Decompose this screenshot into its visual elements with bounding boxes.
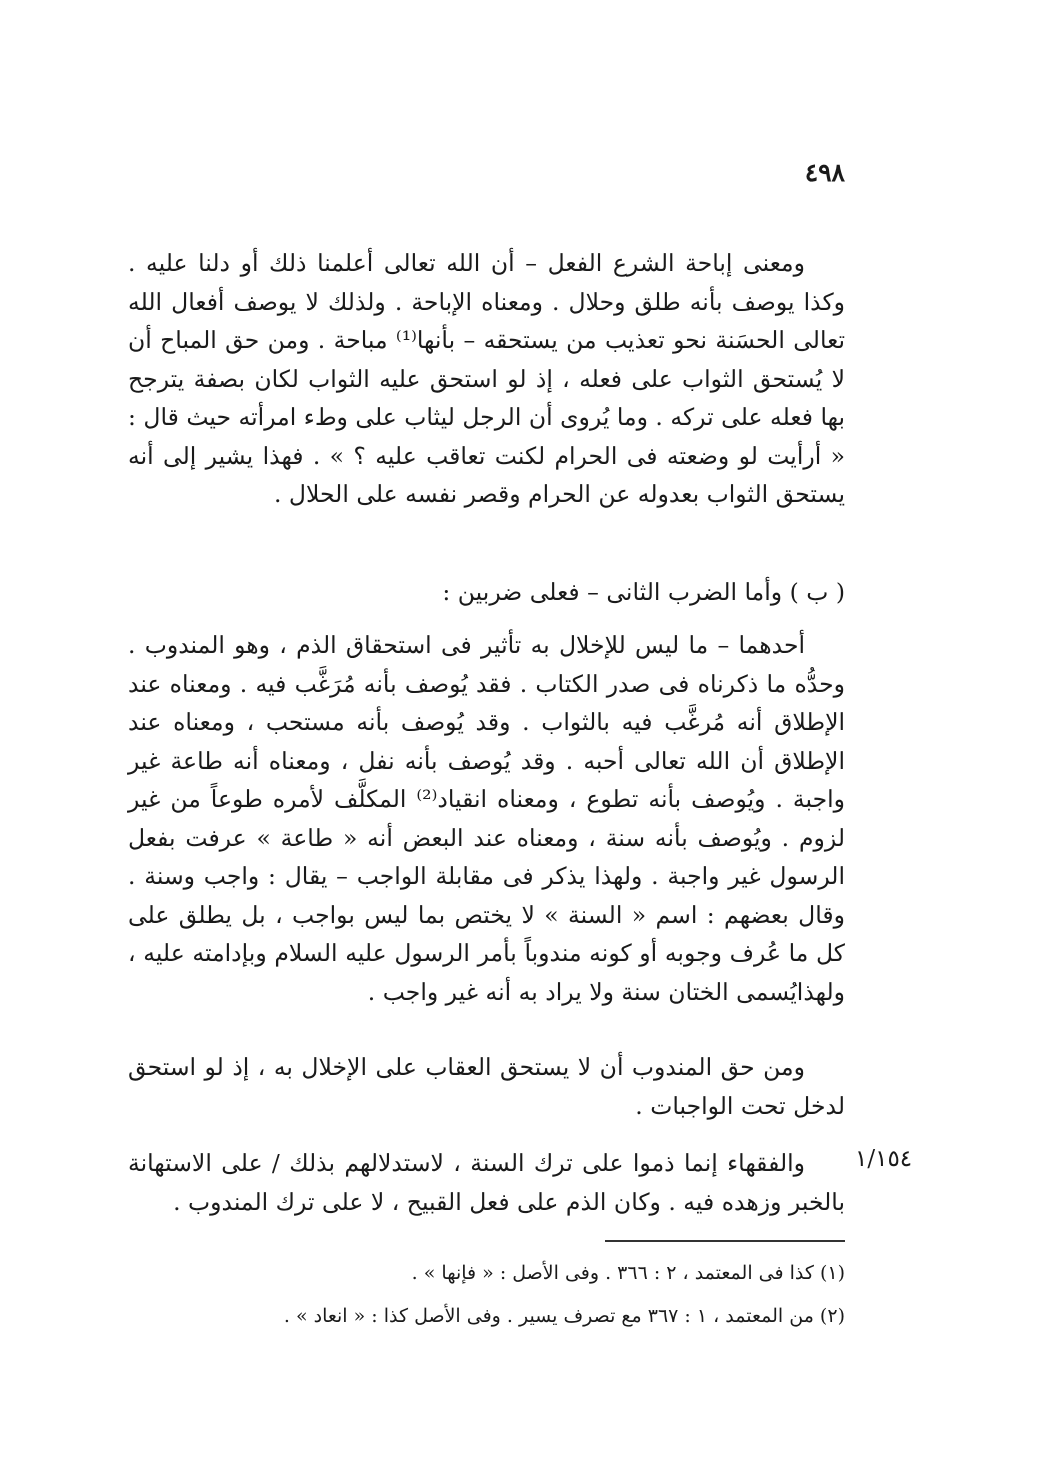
paragraph-2-text: أحدهما – ما ليس للإخلال به تأثير فى استحقاق الذم ، وهو المندوب . وحدُّه ما ذكرناه فى صدر الكتاب . فقد يُوصف بأنه مُرَغَّب فيه . ومعناه عند الإطلاق أنه مُرغَّب فيه بالثواب . وقد يُوصف بأنه مستحب ، ومعناه عند الإطلاق أن الله تعالى أحبه . وقد يُوصف بأنه نفل ، ومعناه أنه طاعة غير واجبة . ويُوصف بأنه تطوع ، ومعناه انقياد⁽²⁾ المكلَّف لأمره طوعاً من غير لزوم . ويُوصف بأنه سنة ، ومعناه عند البعض أنه « طاعة » عرفت بفعل الرسول غير واجبة . ولهذا يذكر فى مقابلة الواجب – يقال : واجب وسنة . وقال بعضهم : اسم « السنة » لا يختص بما ليس بواجب ، بل يطلق على كل ما عُرف وجوبه أو كونه مندوباً بأمر الرسول عليه السلام وبإدامته عليه ، ولهذايُسمى الختان سنة ولا يراد به أنه غير واجب . bbox=[128, 631, 845, 1006]
paragraph-4 bbox=[128, 1144, 845, 1221]
paragraph-2 bbox=[128, 626, 845, 1011]
page-number: ٤٩٨ bbox=[804, 158, 845, 187]
section-heading-b: ( ب ) وأما الضرب الثانى – فعلى ضربين : bbox=[442, 578, 845, 606]
paragraph-1 bbox=[128, 244, 845, 514]
paragraph-4-text: والفقهاء إنما ذموا على ترك السنة ، لاستدلالهم بذلك / على الاستهانة بالخبر وزهده فيه . وكان الذم على فعل القبيح ، لا على ترك المندوب . bbox=[128, 1149, 845, 1216]
paragraph-3 bbox=[128, 1048, 845, 1125]
paragraph-1-text: ومعنى إباحة الشرع الفعل – أن الله تعالى أعلمنا ذلك أو دلنا عليه . وكذا يوصف بأنه طلق وحلال . ومعناه الإباحة . ولذلك لا يوصف أفعال الله تعالى الحسَنة نحو تعذيب من يستحقه – بأنها⁽¹⁾ مباحة . ومن حق المباح أن لا يُستحق الثواب على فعله ، إذ لو استحق عليه الثواب لكان بصفة يترجح بها فعله على تركه . وما يُروى أن الرجل ليثاب على وطء امرأته حيث قال : « أرأيت لو وضعته فى الحرام لكنت تعاقب عليه ؟ » . فهذا يشير إلى أنه يستحق الثواب بعدوله عن الحرام وقصر نفسه على الحلال . bbox=[128, 249, 845, 508]
paragraph-3-text: ومن حق المندوب أن لا يستحق العقاب على الإخلال به ، إذ لو استحق لدخل تحت الواجبات . bbox=[128, 1053, 845, 1120]
footnote-2: (٢) من المعتمد ، ١ : ٣٦٧ مع تصرف يسير . وفى الأصل كذا : « انعاد » . bbox=[283, 1305, 845, 1327]
margin-reference: ١/١٥٤ bbox=[855, 1146, 913, 1172]
footnote-1: (١) كذا فى المعتمد ، ٢ : ٣٦٦ . وفى الأصل : « فإنها » . bbox=[411, 1262, 845, 1284]
footnote-divider bbox=[605, 1240, 845, 1242]
